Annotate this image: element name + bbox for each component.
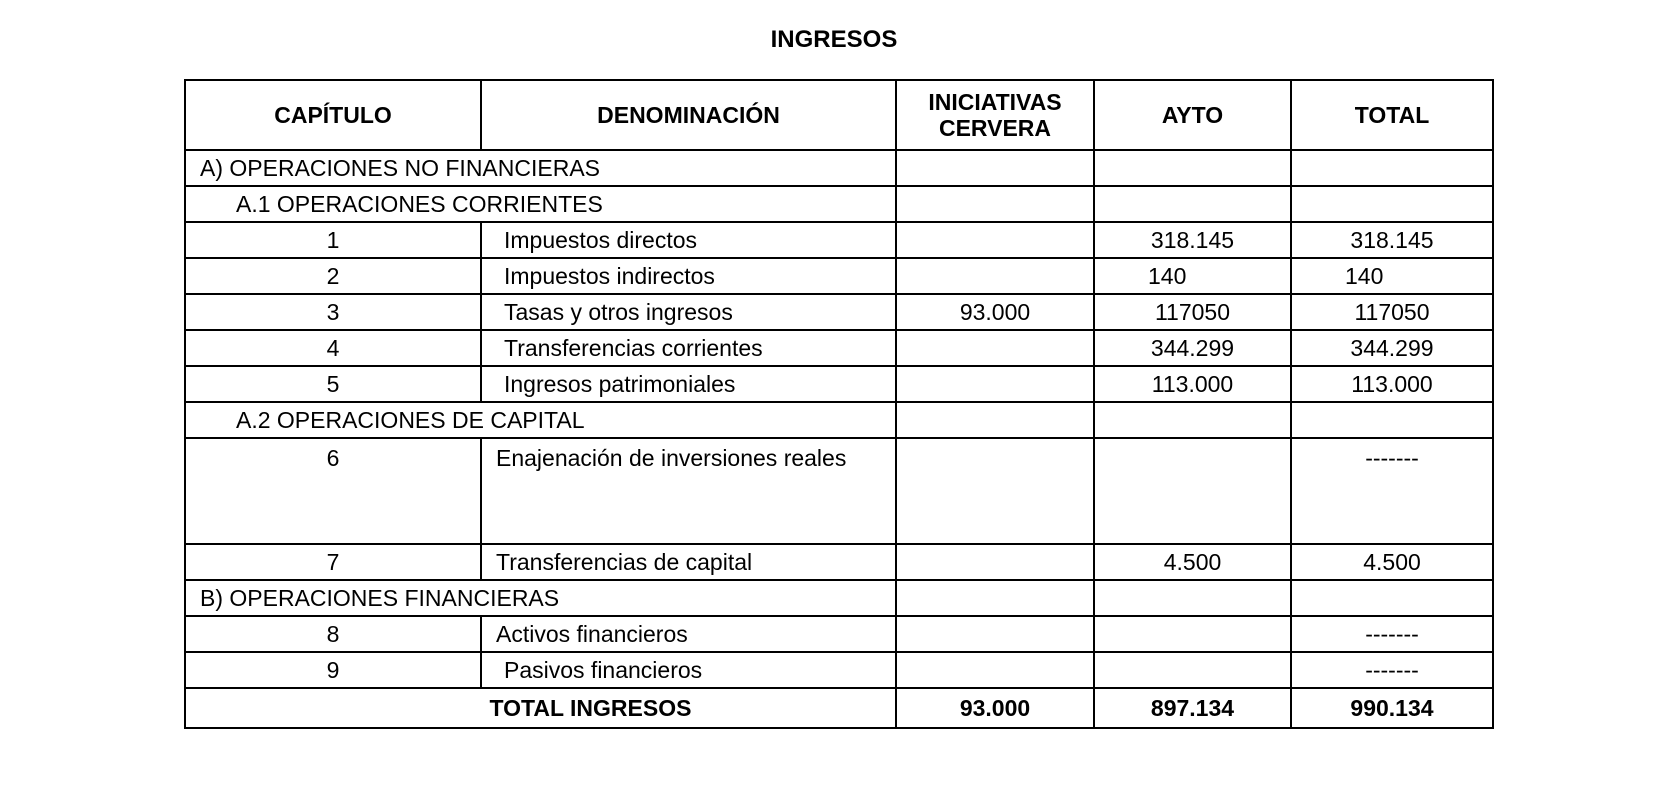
chapter-number: 2 (185, 258, 481, 294)
header-ayto: AYTO (1094, 80, 1291, 150)
empty-cell (1291, 580, 1493, 616)
total-value: 344.299 (1291, 330, 1493, 366)
chapter-number: 7 (185, 544, 481, 580)
table-row (185, 366, 1493, 402)
empty-cell (1094, 186, 1291, 222)
chapter-name: Transferencias de capital (481, 544, 896, 580)
chapter-name: Impuestos indirectos (481, 258, 896, 294)
chapter-number: 8 (185, 616, 481, 652)
total-ayto: 897.134 (1094, 688, 1291, 728)
table-row (185, 438, 1493, 544)
table-row (185, 258, 1493, 294)
ayto-value: 117050 (1094, 294, 1291, 330)
ayto-value: 318.145 (1094, 222, 1291, 258)
iniciativas-value (896, 222, 1094, 258)
iniciativas-value: 93.000 (896, 294, 1094, 330)
header-row (185, 80, 1493, 150)
iniciativas-value (896, 544, 1094, 580)
total-label: TOTAL INGRESOS (185, 688, 896, 728)
total-value: ------- (1291, 616, 1493, 652)
chapter-number: 3 (185, 294, 481, 330)
empty-cell (1291, 402, 1493, 438)
section-row-a1 (185, 186, 1493, 222)
section-row-a2 (185, 402, 1493, 438)
total-value: ------- (1291, 652, 1493, 688)
table-row (185, 616, 1493, 652)
section-row-b (185, 580, 1493, 616)
total-iniciativas: 93.000 (896, 688, 1094, 728)
empty-cell (1291, 150, 1493, 186)
page-title: INGRESOS (770, 26, 898, 53)
chapter-name: Activos financieros (481, 616, 896, 652)
chapter-name: Transferencias corrientes (481, 330, 896, 366)
chapter-number: 5 (185, 366, 481, 402)
chapter-number: 1 (185, 222, 481, 258)
table-row (185, 544, 1493, 580)
header-iniciativas: INICIATIVAS CERVERA (896, 80, 1094, 150)
table-row (185, 330, 1493, 366)
iniciativas-value (896, 616, 1094, 652)
section-label: A) OPERACIONES NO FINANCIERAS (185, 150, 896, 186)
iniciativas-value (896, 652, 1094, 688)
iniciativas-value (896, 258, 1094, 294)
ingresos-table (184, 79, 1494, 729)
empty-cell (896, 150, 1094, 186)
total-value: 117050 (1291, 294, 1493, 330)
iniciativas-value (896, 330, 1094, 366)
empty-cell (1094, 580, 1291, 616)
empty-cell (896, 186, 1094, 222)
ayto-value: 140 (1094, 258, 1291, 294)
chapter-name: Ingresos patrimoniales (481, 366, 896, 402)
table-row (185, 652, 1493, 688)
empty-cell (1094, 150, 1291, 186)
chapter-number: 4 (185, 330, 481, 366)
empty-cell (1094, 402, 1291, 438)
chapter-name: Impuestos directos (481, 222, 896, 258)
total-value: 4.500 (1291, 544, 1493, 580)
empty-cell (896, 402, 1094, 438)
chapter-number: 6 (185, 438, 481, 544)
total-value: 113.000 (1291, 366, 1493, 402)
header-total: TOTAL (1291, 80, 1493, 150)
chapter-number: 9 (185, 652, 481, 688)
section-label: B) OPERACIONES FINANCIERAS (185, 580, 896, 616)
total-value: 140 (1291, 258, 1493, 294)
section-label: A.2 OPERACIONES DE CAPITAL (185, 402, 896, 438)
total-value: ------- (1291, 438, 1493, 544)
empty-cell (1291, 186, 1493, 222)
header-capitulo: CAPÍTULO (185, 80, 481, 150)
ayto-value (1094, 616, 1291, 652)
ayto-value (1094, 438, 1291, 544)
chapter-name: Pasivos financieros (481, 652, 896, 688)
empty-cell (896, 580, 1094, 616)
table-row (185, 222, 1493, 258)
chapter-name: Tasas y otros ingresos (481, 294, 896, 330)
total-value: 318.145 (1291, 222, 1493, 258)
total-row (185, 688, 1493, 728)
iniciativas-value (896, 366, 1094, 402)
iniciativas-value (896, 438, 1094, 544)
ayto-value (1094, 652, 1291, 688)
section-row-a (185, 150, 1493, 186)
ayto-value: 113.000 (1094, 366, 1291, 402)
section-label: A.1 OPERACIONES CORRIENTES (185, 186, 896, 222)
chapter-name: Enajenación de inversiones reales (481, 438, 896, 544)
total-total: 990.134 (1291, 688, 1493, 728)
header-denominacion: DENOMINACIÓN (481, 80, 896, 150)
ayto-value: 344.299 (1094, 330, 1291, 366)
ayto-value: 4.500 (1094, 544, 1291, 580)
table-row (185, 294, 1493, 330)
